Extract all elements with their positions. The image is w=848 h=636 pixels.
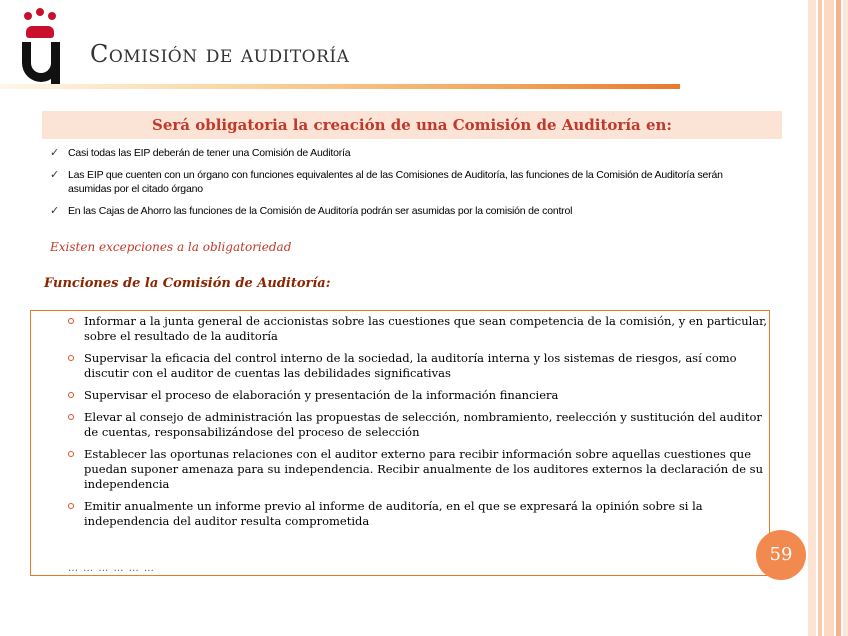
check-item: ✓ En las Cajas de Ahorro las funciones de la Comisión de Auditoría podrán ser asumidas por la comisión de control — [50, 205, 573, 217]
function-item: Emitir anualmente un informe previo al informe de auditoría, en el que se expresará la opinión sobre si la independencia del auditor resulta comprometida — [68, 499, 768, 529]
functions-heading: Funciones de la Comisión de Auditoría: — [44, 276, 331, 291]
title-underline — [0, 84, 680, 89]
page-title: Comisión de auditoría — [90, 40, 350, 68]
check-item: ✓ Las EIP que cuenten con un órgano con funciones equivalentes al de las Comisiones de Auditoría, las funciones de la Comisión de Auditoría serán asumidas por el citado órgano — [50, 169, 723, 195]
circle-bullet-icon — [68, 503, 74, 509]
checkmark-icon: ✓ — [50, 147, 60, 159]
circle-bullet-icon — [68, 318, 74, 324]
checkmark-icon: ✓ — [50, 169, 60, 181]
decorative-stripes — [808, 0, 848, 636]
urjc-logo-icon — [18, 8, 68, 84]
continuation-ellipsis: … … … … … … — [68, 563, 155, 574]
function-item: Informar a la junta general de accionistas sobre las cuestiones que sean competencia de la comisión, y en particular, sobre el resultado de la auditoría — [68, 314, 768, 344]
circle-bullet-icon — [68, 355, 74, 361]
functions-list — [68, 314, 768, 536]
subtitle-banner: Será obligatoria la creación de una Comisión de Auditoría en: — [42, 111, 782, 139]
checkmark-icon: ✓ — [50, 205, 60, 217]
circle-bullet-icon — [68, 451, 74, 457]
page-number-badge: 59 — [756, 530, 806, 580]
circle-bullet-icon — [68, 414, 74, 420]
function-item: Supervisar el proceso de elaboración y presentación de la información financiera — [68, 388, 768, 403]
function-item: Establecer las oportunas relaciones con el auditor externo para recibir información sobre aquellas cuestiones que puedan suponer amenaza para su independencia. Recibir anualmente de los auditores externos la declaración de su independencia — [68, 447, 768, 492]
exception-note: Existen excepciones a la obligatoriedad — [50, 240, 292, 254]
check-item: ✓ Casi todas las EIP deberán de tener una Comisión de Auditoría — [50, 147, 351, 159]
function-item: Supervisar la eficacia del control interno de la sociedad, la auditoría interna y los sistemas de riesgos, así como discutir con el auditor de cuentas las debilidades significativas — [68, 351, 768, 381]
circle-bullet-icon — [68, 392, 74, 398]
function-item: Elevar al consejo de administración las propuestas de selección, nombramiento, reelección y sustitución del auditor de cuentas, responsabilizándose del proceso de selección — [68, 410, 768, 440]
checks-list — [50, 146, 750, 226]
